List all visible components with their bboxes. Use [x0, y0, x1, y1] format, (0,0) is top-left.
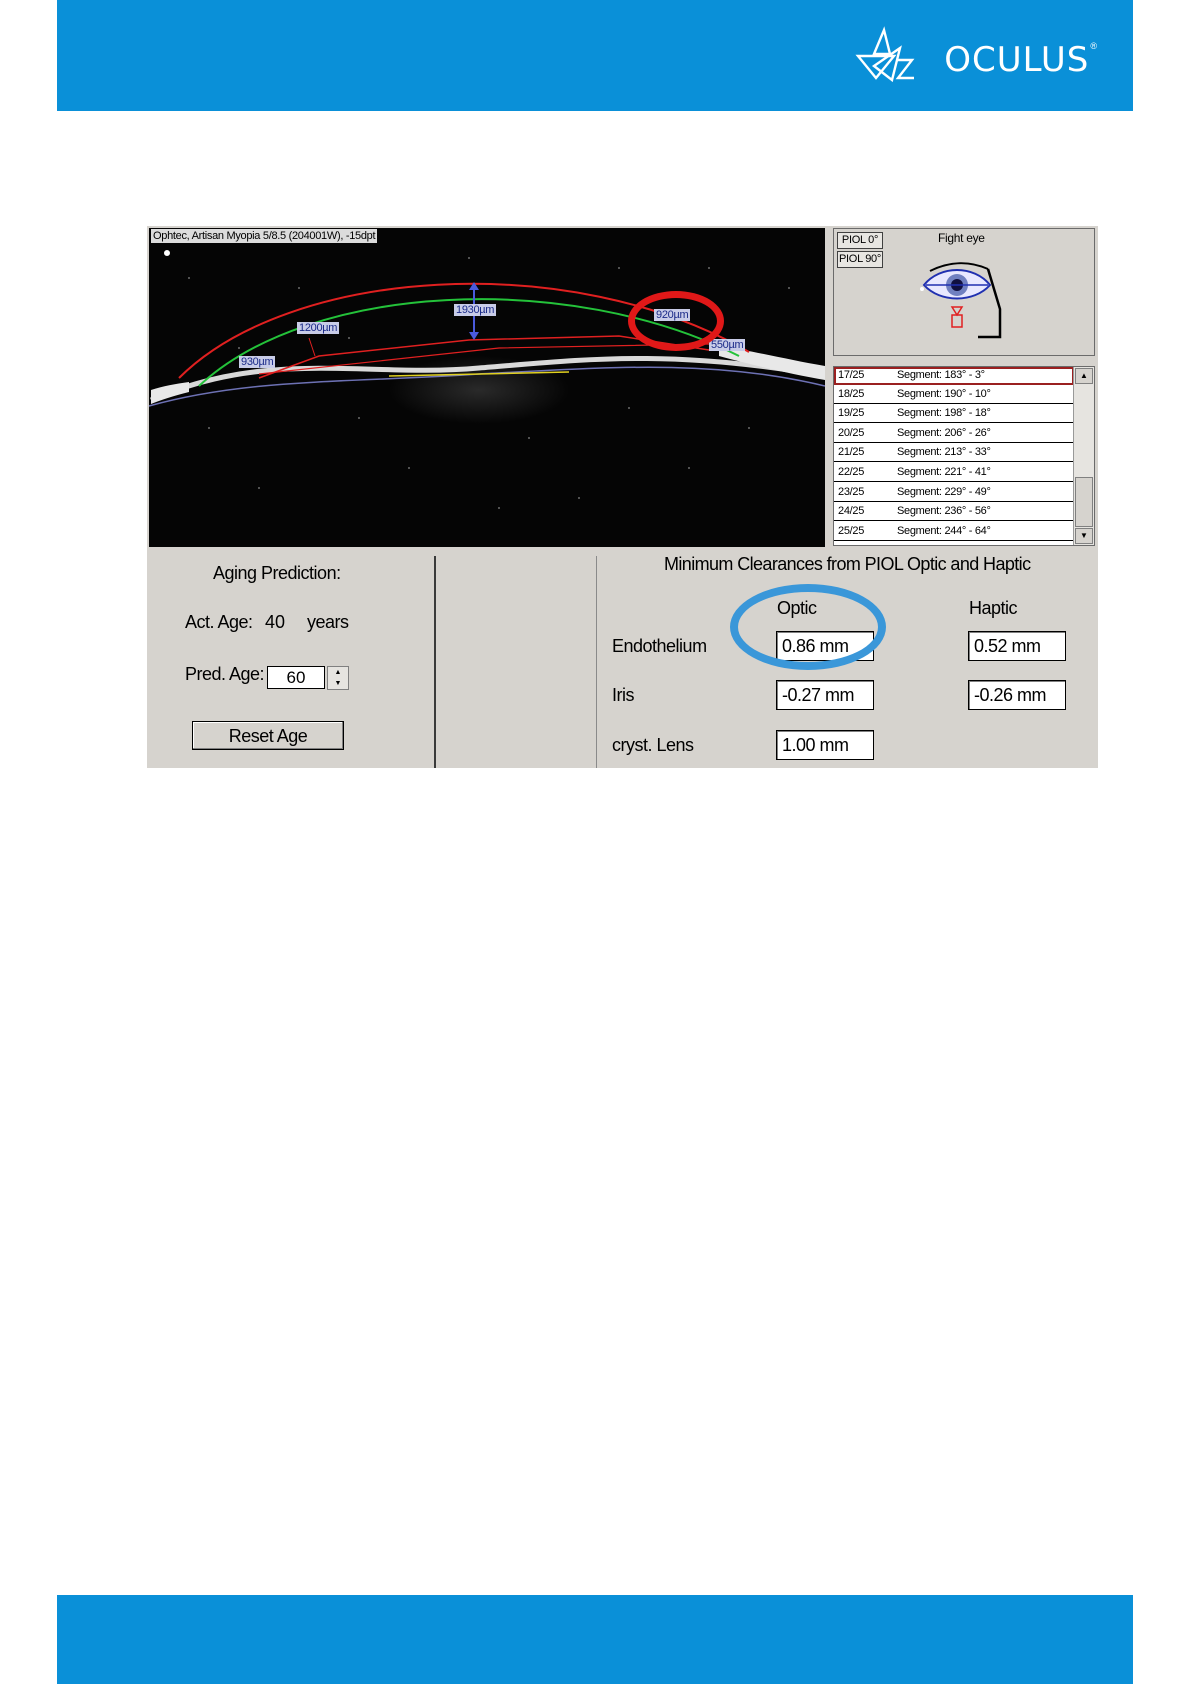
piol-90-button[interactable]: PIOL 90° [837, 251, 883, 268]
act-age-value: 40 [265, 612, 286, 632]
scroll-up-icon[interactable]: ▲ [1075, 368, 1093, 384]
brand-name: OCULUS [944, 39, 1090, 80]
endothelium-optic-field[interactable]: 0.86 mm [776, 631, 874, 661]
aging-prediction-title: Aging Prediction: [213, 563, 341, 583]
list-item[interactable]: 22/25 Segment: 221° - 41° [834, 464, 1074, 482]
scheimpflug-image [149, 228, 825, 547]
footer-band [57, 1595, 1133, 1684]
stepper-down-icon[interactable]: ▼ [334, 680, 342, 687]
segment-list[interactable] [833, 366, 1095, 546]
list-item[interactable]: 21/25 Segment: 213° - 33° [834, 444, 1074, 462]
eye-diagram-icon [920, 259, 1020, 349]
iris-label: Iris [612, 685, 634, 705]
endothelium-haptic-field[interactable]: 0.52 mm [968, 631, 1066, 661]
highlight-circle-red [628, 291, 724, 351]
list-scrollbar[interactable] [1073, 367, 1094, 545]
piol-0-button[interactable]: PIOL 0° [837, 232, 883, 249]
list-item[interactable]: 20/25 Segment: 206° - 26° [834, 425, 1074, 443]
act-age-label: Act. Age: [185, 612, 253, 632]
oculus-logo [854, 0, 1097, 111]
header-band [57, 0, 1133, 111]
measurement-label: 1200µm [299, 322, 338, 334]
software-screenshot [147, 226, 1098, 768]
measurement-label: 920µm [656, 309, 689, 321]
list-item[interactable]: 19/25 Segment: 198° - 18° [834, 405, 1074, 423]
oculus-star-icon [854, 26, 940, 86]
measurement-label: 1930µm [456, 304, 495, 316]
anterior-chamber-scan [149, 228, 825, 547]
iris-optic-field[interactable]: -0.27 mm [776, 680, 874, 710]
scroll-thumb[interactable] [1075, 477, 1093, 527]
haptic-column-header: Haptic [969, 598, 1018, 618]
lens-optic-field[interactable]: 1.00 mm [776, 730, 874, 760]
measurement-label: 930µm [241, 356, 274, 368]
panel-divider [434, 556, 436, 768]
list-item[interactable]: 17/25 Segment: 183° - 3° [834, 367, 1074, 385]
stepper-up-icon[interactable]: ▲ [334, 669, 342, 676]
list-item[interactable]: 18/25 Segment: 190° - 10° [834, 386, 1074, 404]
highlight-circle-blue [730, 584, 886, 670]
reset-age-button[interactable]: Reset Age [192, 721, 344, 750]
iris-haptic-field[interactable]: -0.26 mm [968, 680, 1066, 710]
act-age-unit: years [307, 612, 349, 632]
scan-title: Ophtec, Artisan Myopia 5/8.5 (204001W), -15dpt [153, 230, 376, 242]
list-item[interactable]: 24/25 Segment: 236° - 56° [834, 503, 1074, 521]
pred-age-label: Pred. Age: [185, 664, 265, 684]
eye-side-label: Fight eye [938, 231, 985, 245]
endothelium-label: Endothelium [612, 636, 707, 656]
clearances-title: Minimum Clearances from PIOL Optic and Haptic [664, 554, 1031, 574]
eye-orientation-panel [833, 228, 1095, 356]
scroll-down-icon[interactable]: ▼ [1075, 528, 1093, 544]
measurement-label: 550µm [711, 339, 744, 351]
list-item[interactable]: 23/25 Segment: 229° - 49° [834, 484, 1074, 502]
list-item[interactable]: 25/25 Segment: 244° - 64° [834, 523, 1074, 541]
panel-divider [596, 556, 597, 768]
registered-mark: ® [1090, 40, 1097, 51]
lens-label: cryst. Lens [612, 735, 694, 755]
optic-column-header: Optic [777, 598, 817, 618]
pred-age-stepper[interactable] [327, 666, 349, 690]
pred-age-input[interactable]: 60 [267, 666, 325, 689]
